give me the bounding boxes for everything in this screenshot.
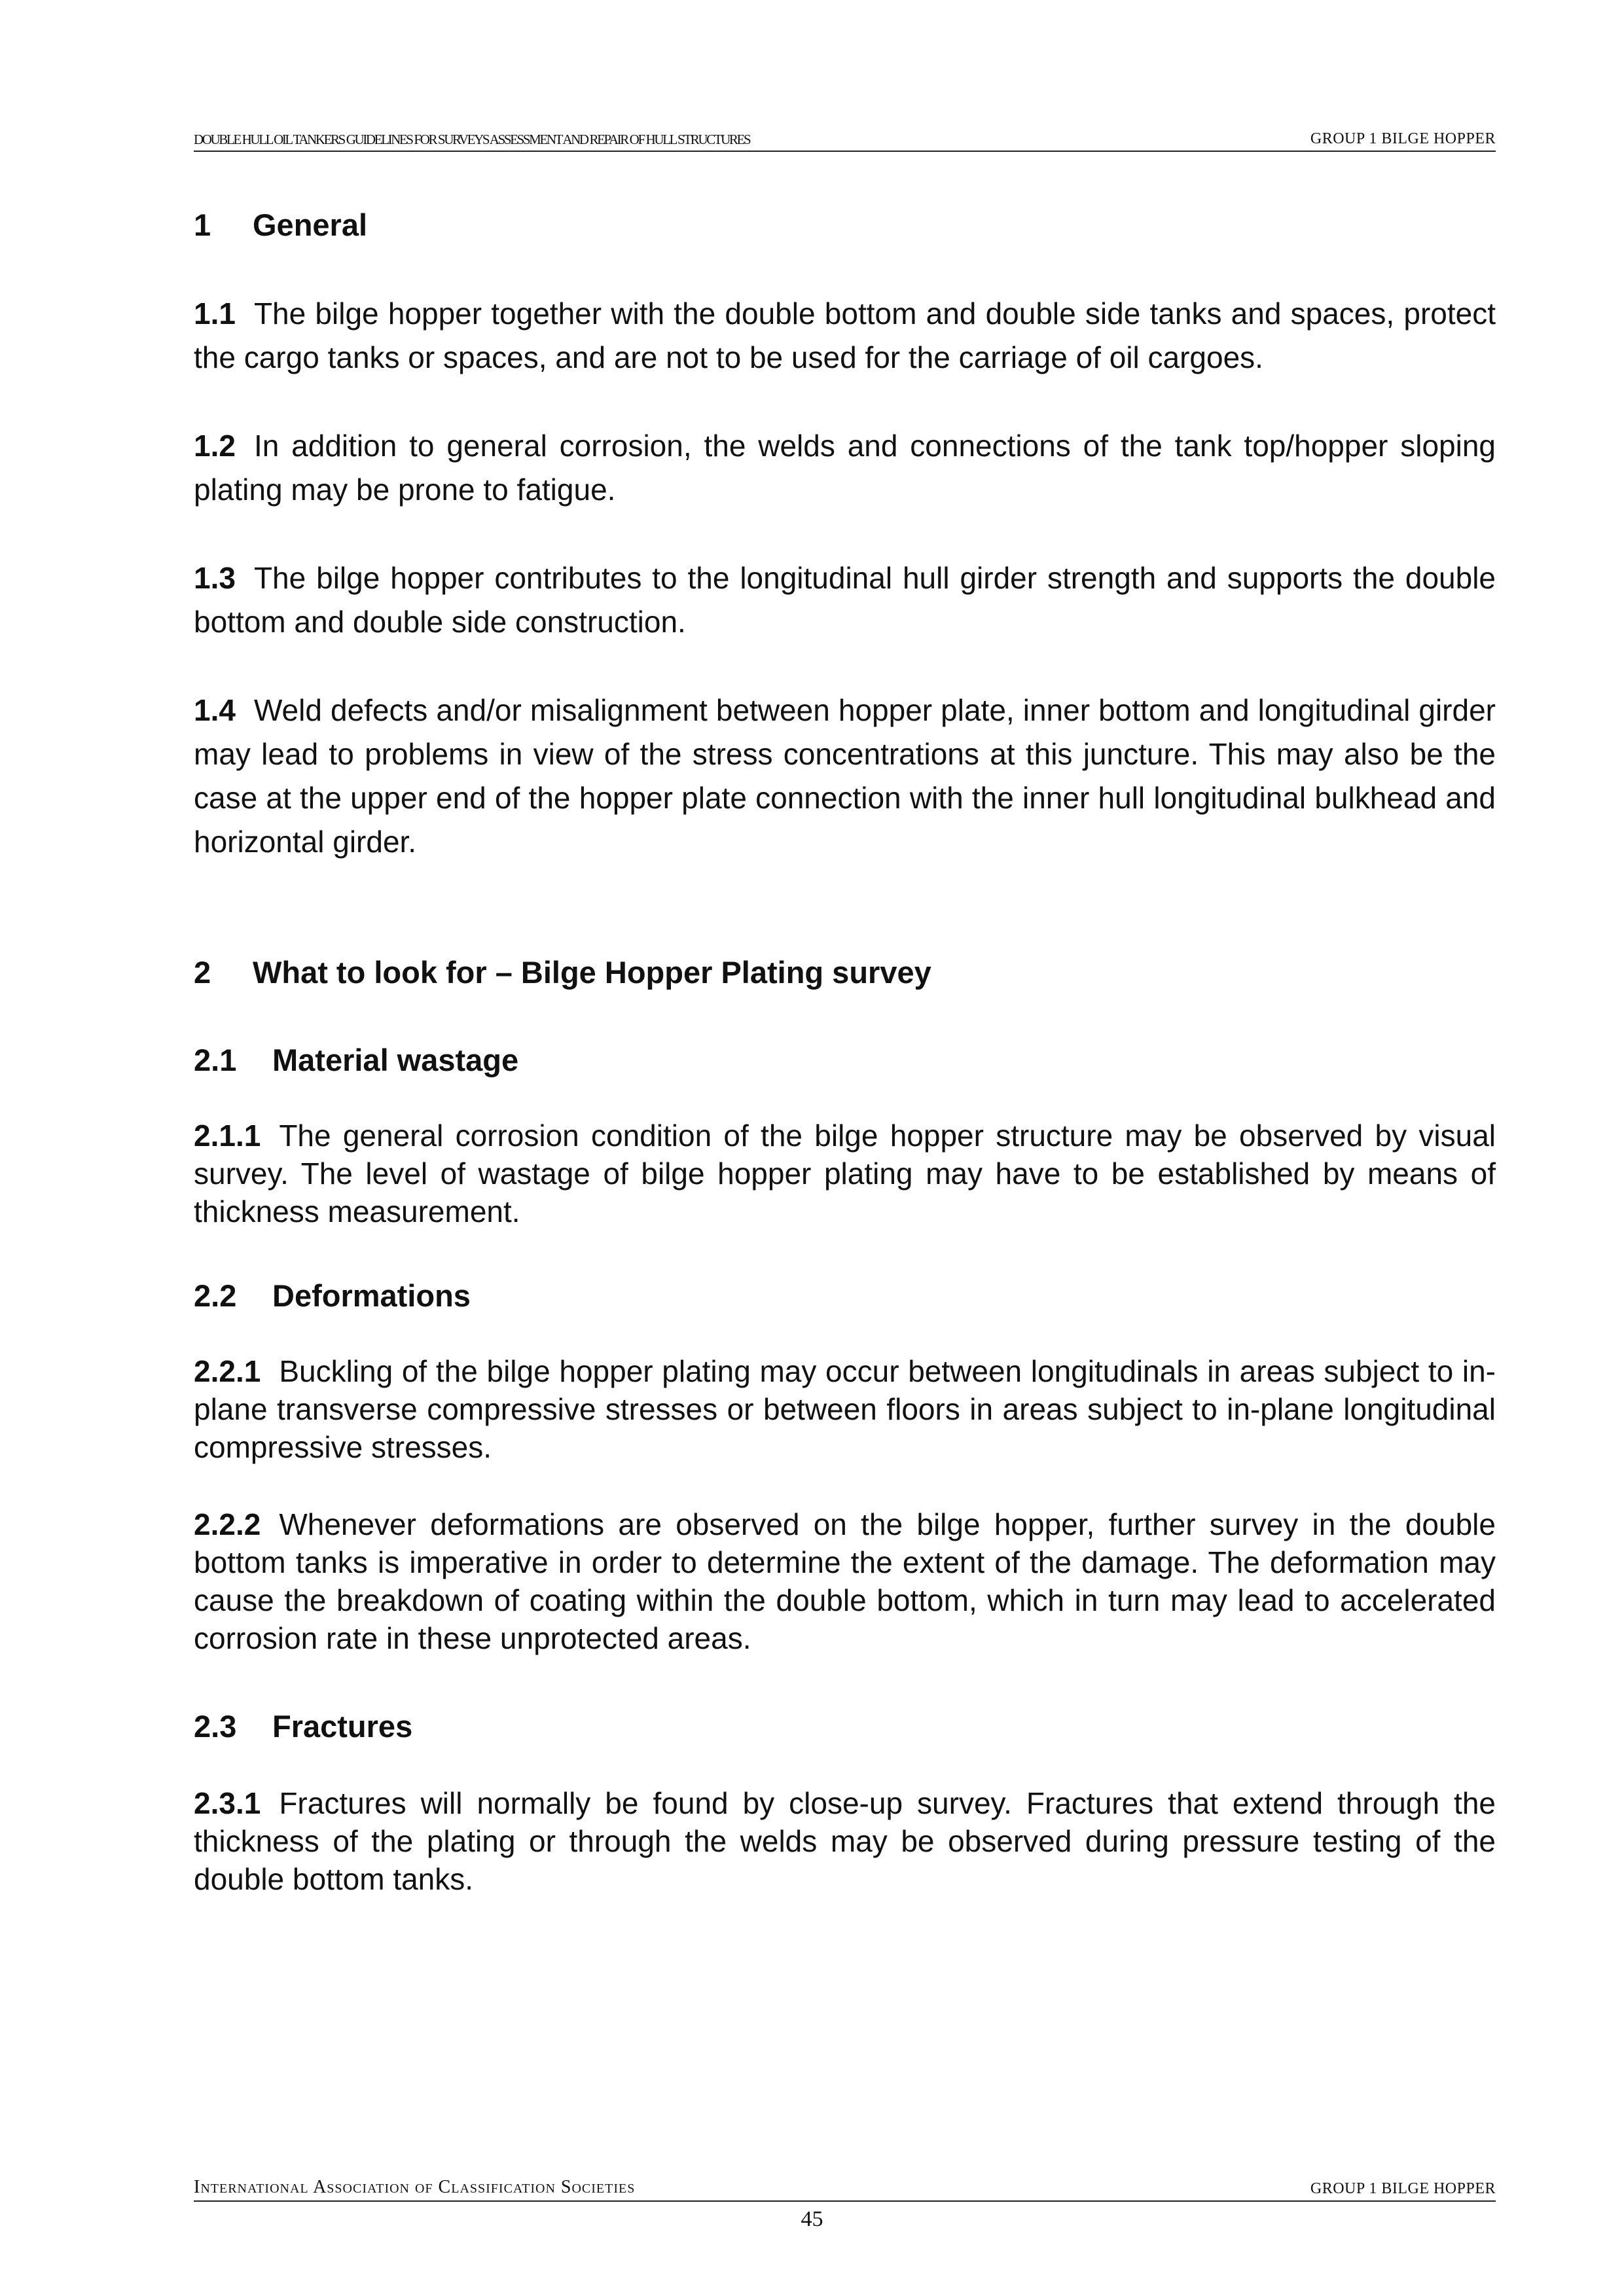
paragraph-1-2: [194, 424, 1496, 512]
header-document-title: DOUBLE HULL OIL TANKERS GUIDELINES FOR SURVEYS ASSESSMENT AND REPAIR OF HULL STRUCTURES: [194, 132, 750, 147]
heading-2: [194, 953, 931, 992]
paragraph-number: 1.3: [194, 561, 236, 595]
heading-2-3: [194, 1707, 412, 1746]
paragraph-text: The bilge hopper together with the double bottom and double side tanks and spaces, protect the cargo tanks or spaces, and are not to be used for the carriage of oil cargoes.: [194, 296, 1496, 374]
running-header: [194, 128, 1496, 152]
paragraph-number: 2.2.2: [194, 1507, 261, 1541]
heading-2-3-title: Fractures: [272, 1709, 413, 1744]
paragraph-text: In addition to general corrosion, the welds and connections of the tank top/hopper sloping plating may be prone to fatigue.: [194, 429, 1496, 507]
paragraph-1-3: [194, 556, 1496, 644]
paragraph-number: 1.2: [194, 429, 236, 463]
paragraph-2-1-1: [194, 1117, 1496, 1230]
footer-organization: International Association of Classification Societies: [194, 2177, 636, 2197]
paragraph-1-4: [194, 689, 1496, 864]
paragraph-2-2-2: [194, 1505, 1496, 1657]
paragraph-text: Fractures will normally be found by close-up survey. Fractures that extend through the thickness of the plating or through the welds may be observed during pressure testing of the double bottom tanks.: [194, 1786, 1496, 1896]
heading-2-1-title: Material wastage: [272, 1043, 519, 1077]
header-section-label: GROUP 1 BILGE HOPPER: [1310, 130, 1496, 147]
heading-2-2: [194, 1276, 471, 1316]
paragraph-1-1: [194, 292, 1496, 380]
heading-2-2-title: Deformations: [272, 1278, 471, 1313]
paragraph-text: The bilge hopper contributes to the longitudinal hull girder strength and supports the double bottom and double side construction.: [194, 561, 1496, 639]
paragraph-number: 2.1.1: [194, 1119, 261, 1153]
heading-2-3-number: 2.3: [194, 1709, 237, 1744]
paragraph-text: Buckling of the bilge hopper plating may occur between longitudinals in areas subject to in-plane transverse compressive stresses or between floors in areas subject to in-plane longitudinal compressive stresses.: [194, 1354, 1496, 1464]
paragraph-number: 1.4: [194, 693, 236, 727]
heading-1: [194, 206, 367, 245]
paragraph-text: The general corrosion condition of the bilge hopper structure may be observed by visual survey. The level of wastage of bilge hopper plating may have to be established by means of thickness measurement.: [194, 1119, 1496, 1229]
paragraph-text: Whenever deformations are observed on the bilge hopper, further survey in the double bottom tanks is imperative in order to determine the extent of the damage. The deformation may cause the breakdown of coating within the double bottom, which in turn may lead to accelerated corrosion rate in these unprotected areas.: [194, 1507, 1496, 1655]
running-footer: [194, 2177, 1496, 2202]
paragraph-number: 2.3.1: [194, 1786, 261, 1820]
paragraph-2-2-1: [194, 1352, 1496, 1466]
paragraph-number: 2.2.1: [194, 1354, 261, 1388]
paragraph-text: Weld defects and/or misalignment between hopper plate, inner bottom and longitudinal girder may lead to problems in view of the stress concentrations at this juncture. This may also be the case at the upper end of the hopper plate connection with the inner hull longitudinal bulkhead and horizontal girder.: [194, 693, 1496, 859]
heading-1-number: 1: [194, 207, 211, 242]
heading-2-title: What to look for – Bilge Hopper Plating survey: [253, 955, 931, 990]
heading-2-1-number: 2.1: [194, 1043, 237, 1077]
paragraph-2-3-1: [194, 1784, 1496, 1898]
footer-section-label: GROUP 1 BILGE HOPPER: [1310, 2180, 1496, 2197]
paragraph-number: 1.1: [194, 296, 236, 331]
heading-2-number: 2: [194, 955, 211, 990]
heading-2-2-number: 2.2: [194, 1278, 237, 1313]
heading-2-1: [194, 1041, 518, 1080]
page-number: 45: [801, 2207, 823, 2231]
heading-1-title: General: [253, 207, 368, 242]
